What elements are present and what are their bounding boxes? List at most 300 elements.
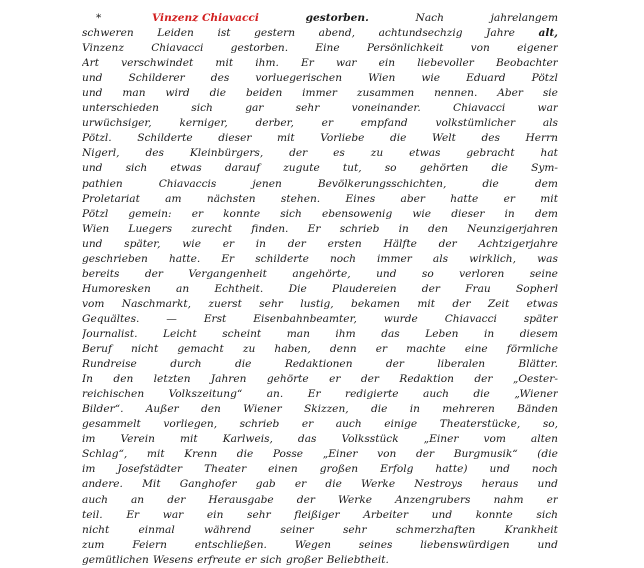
text-line: [82, 538, 558, 553]
word: und: [82, 237, 103, 250]
word: Beruf: [82, 343, 112, 356]
word: immer: [377, 252, 412, 265]
word: etwas: [409, 147, 441, 160]
word: den: [113, 373, 134, 386]
word: beiden: [245, 87, 283, 100]
word: „Einer: [322, 448, 358, 461]
word: einen: [268, 463, 298, 476]
word: Luegers: [128, 222, 173, 235]
word: den: [428, 222, 448, 235]
word: er: [329, 373, 341, 386]
word: verschwindet: [121, 57, 194, 70]
text-line: [82, 432, 558, 447]
word: erfreute: [197, 553, 242, 566]
word: zurecht: [191, 222, 233, 235]
asterisk-marker: *: [96, 12, 102, 24]
word: pathien: [82, 177, 123, 190]
word: von: [470, 42, 490, 55]
word: Theater: [204, 463, 247, 476]
word: schilderte: [255, 252, 309, 265]
word: auch: [335, 418, 362, 431]
word: eine: [464, 343, 488, 356]
word: sehr: [247, 508, 271, 521]
word: Bevölkerungsschichten,: [317, 177, 447, 190]
word: dem: [534, 177, 558, 190]
word: sehr: [295, 102, 320, 115]
word: schrieb: [239, 418, 280, 431]
word: reichischen: [82, 388, 145, 401]
word: mit: [179, 433, 198, 446]
word: er: [503, 192, 515, 205]
word: der: [385, 358, 404, 371]
word: Burgmusik“: [453, 448, 518, 461]
word: gestorben.: [230, 42, 289, 55]
word: sich: [260, 553, 282, 566]
word: teil.: [82, 508, 103, 521]
word: Nestroys: [414, 478, 463, 491]
word: Skizzen,: [303, 403, 349, 416]
word: Schilderte: [137, 132, 193, 145]
word: denn: [329, 343, 357, 356]
word: Krenn: [184, 448, 218, 461]
word: scheint: [222, 327, 262, 340]
word: liebevoller: [417, 57, 474, 70]
word: nahm: [493, 493, 524, 506]
word: sie: [542, 87, 558, 100]
word: Plaudereien: [332, 282, 397, 295]
text-line: [82, 493, 558, 508]
word: Erst: [203, 312, 227, 325]
word: Bilder“.: [82, 403, 124, 416]
word: schrieb: [339, 222, 380, 235]
word: dieser: [218, 132, 252, 145]
word: der: [474, 373, 493, 386]
word: der: [289, 147, 308, 160]
word: gehörten: [419, 162, 469, 175]
word: großen: [319, 463, 359, 476]
word: Er: [307, 222, 321, 235]
word: ihm: [335, 327, 356, 340]
word: Pötzl: [82, 207, 109, 220]
word: Wien: [82, 222, 110, 235]
word: seiner: [280, 523, 314, 536]
word: Volkszeitung“: [168, 388, 243, 401]
word: im: [82, 433, 96, 446]
word: Welt: [431, 132, 456, 145]
word: nennen.: [434, 87, 478, 100]
word: als: [542, 117, 558, 130]
word: mit: [417, 297, 436, 310]
text-line: [82, 177, 558, 192]
word: Eine: [315, 42, 340, 55]
text-line: [82, 357, 558, 372]
word: stehen.: [280, 192, 321, 205]
word: Zeit: [487, 297, 510, 310]
word: er: [222, 237, 235, 250]
text-line: [82, 447, 558, 462]
word: aber: [400, 192, 425, 205]
word: er: [546, 493, 558, 506]
word: an: [130, 493, 145, 506]
word: Karlweis,: [222, 433, 273, 446]
word: Vergangenheit: [188, 267, 267, 280]
word: an.: [266, 388, 284, 401]
word: wird: [165, 87, 190, 100]
word: bekamen: [351, 297, 400, 310]
text-line: [82, 417, 558, 432]
word: Posse: [272, 448, 304, 461]
word: gehörte: [266, 373, 309, 386]
word: und: [82, 87, 103, 100]
text-line: [82, 508, 558, 523]
word: die: [491, 162, 508, 175]
word: Vorliebe: [320, 132, 365, 145]
word: Pötzl: [531, 72, 558, 85]
word: noch: [531, 463, 558, 476]
word: Beobachter: [496, 57, 558, 70]
word: schweren: [82, 27, 134, 40]
word: und: [82, 72, 103, 85]
text-line: [82, 86, 558, 101]
word: derber,: [255, 117, 294, 130]
word: das: [297, 433, 317, 446]
word: Ganghofer: [179, 478, 237, 491]
word: unterschieden: [82, 102, 159, 115]
word: in: [504, 207, 515, 220]
word: und: [82, 162, 103, 175]
word: wie: [182, 237, 201, 250]
word: des: [145, 147, 164, 160]
word: nächsten: [206, 192, 256, 205]
word: mit: [540, 192, 558, 205]
word: sich: [536, 508, 558, 521]
word: von: [377, 448, 397, 461]
word: es: [333, 147, 345, 160]
word: während: [204, 523, 252, 536]
word: Josefstädter: [117, 463, 183, 476]
word: Chiavaccis: [158, 177, 217, 190]
word: vorliegen,: [163, 418, 218, 431]
word: er: [245, 553, 257, 566]
text-line: [82, 387, 558, 402]
word: das: [381, 327, 400, 340]
word: tut,: [342, 162, 362, 175]
word: Hälfte: [383, 237, 417, 250]
word: hatte.: [168, 252, 201, 265]
word: Jahre: [486, 27, 515, 40]
word: Eines: [345, 192, 376, 205]
word: gar: [245, 102, 264, 115]
word: der: [452, 297, 471, 310]
word: Anzengrubers: [395, 493, 471, 506]
text-line: [82, 342, 558, 357]
word: Leiden: [157, 27, 194, 40]
text-line: [82, 553, 558, 568]
word: gestern: [254, 27, 296, 40]
word: schmerzhaften: [395, 523, 476, 536]
word: seines: [358, 538, 393, 551]
word: die: [370, 403, 388, 416]
word: Er: [307, 388, 321, 401]
word: Er: [126, 508, 140, 521]
word: und: [489, 463, 510, 476]
word: war: [336, 57, 357, 70]
word: gestorben.: [305, 12, 369, 24]
word: der: [167, 493, 186, 506]
word: —: [166, 312, 177, 325]
word: Chiavacci: [151, 42, 204, 55]
word: Verein: [120, 433, 155, 446]
word: zum: [82, 538, 105, 551]
word: Neunzigerjahren: [467, 222, 558, 235]
word: dem: [534, 207, 558, 220]
word: Vinzenz: [82, 42, 124, 55]
word: Theaterstücke,: [439, 418, 521, 431]
text-line: [82, 372, 558, 387]
word: ebensowenig: [321, 207, 393, 220]
text-line: [82, 26, 558, 41]
word: war: [162, 508, 184, 521]
word: gebracht: [466, 147, 515, 160]
word: Werke: [337, 493, 373, 506]
word: achtundsechzig: [378, 27, 463, 40]
word: Er: [221, 252, 235, 265]
word: Arbeiter: [363, 508, 409, 521]
word: gab: [255, 478, 276, 491]
word: die: [236, 448, 254, 461]
word: Proletariat: [82, 192, 140, 205]
word: und: [431, 508, 453, 521]
word: machte: [406, 343, 446, 356]
word: Achtzigerjahre: [478, 237, 558, 250]
word: Humoresken: [82, 282, 151, 295]
word: was: [537, 252, 558, 265]
word: Redaktionen: [284, 358, 353, 371]
word: und: [537, 538, 558, 551]
word: Erfolg: [380, 463, 414, 476]
word: Außer: [145, 403, 179, 416]
word: sich: [280, 207, 302, 220]
word: mit: [276, 132, 295, 145]
word: nicht: [130, 343, 159, 356]
word: Aber: [497, 87, 523, 100]
word: des: [210, 72, 230, 85]
text-line: [82, 11, 558, 26]
word: mehreren: [442, 403, 495, 416]
word: durch: [170, 358, 202, 371]
word: geschrieben: [82, 252, 148, 265]
word: jenen: [252, 177, 282, 190]
text-line: [82, 462, 558, 477]
word: er: [294, 478, 307, 491]
word: Blätter.: [518, 358, 558, 371]
word: er: [321, 117, 334, 130]
text-line: [82, 222, 558, 237]
word: konnte: [475, 508, 513, 521]
word: angehörte,: [292, 267, 351, 280]
text-line: [82, 192, 558, 207]
word: der: [287, 237, 306, 250]
word: Chiavacci: [453, 102, 506, 115]
word: Die: [288, 282, 307, 295]
word: Krankheit: [504, 523, 558, 536]
word: zu: [370, 147, 384, 160]
word: hatte: [450, 192, 479, 205]
word: Schlag“,: [82, 448, 128, 461]
text-line: [82, 282, 558, 297]
word: vom: [82, 297, 105, 310]
word: eigener: [517, 42, 558, 55]
word: man: [286, 327, 310, 340]
word: bereits: [82, 267, 120, 280]
word: später: [523, 312, 558, 325]
word: Wien: [368, 72, 396, 85]
word: entschließen.: [194, 538, 267, 551]
text-line: [82, 297, 558, 312]
word: zugute: [283, 162, 320, 175]
word: finden.: [251, 222, 289, 235]
word: Jahren: [210, 373, 247, 386]
text-line: [82, 146, 558, 161]
text-line: [82, 71, 558, 86]
word: Wiener: [243, 403, 282, 416]
word: wirklich,: [469, 252, 516, 265]
word: ist: [217, 27, 231, 40]
word: in: [398, 222, 409, 235]
word: war: [537, 102, 558, 115]
word: auch: [423, 388, 449, 401]
word: vom: [483, 433, 506, 446]
word: so: [384, 162, 397, 175]
word: vorluegerischen: [255, 72, 343, 85]
word: später,: [124, 237, 161, 250]
word: er: [301, 418, 314, 431]
word: Rundreise: [82, 358, 137, 371]
word: Nach: [415, 12, 444, 24]
word: andere.: [82, 478, 123, 491]
word: alt,: [538, 27, 558, 40]
word: der: [296, 493, 315, 506]
word: so: [421, 267, 434, 280]
word: (die: [537, 448, 558, 461]
word: im: [82, 463, 96, 476]
word: Leicht: [163, 327, 197, 340]
text-line: [82, 237, 558, 252]
word: an: [176, 282, 190, 295]
word: Wesens: [152, 553, 194, 566]
word: Chiavacci: [444, 312, 497, 325]
word: in: [483, 327, 495, 340]
word: „Wiener: [514, 388, 558, 401]
word: hat: [540, 147, 558, 160]
word: sich: [125, 162, 148, 175]
word: konnte: [223, 207, 261, 220]
word: man: [122, 87, 146, 100]
word: Persönlichkeit: [366, 42, 444, 55]
word: die: [482, 177, 499, 190]
word: letzten: [153, 373, 191, 386]
word: gemütlichen: [82, 553, 149, 566]
word: Feiern: [132, 538, 167, 551]
word: Herrn: [525, 132, 558, 145]
word: Eduard: [466, 72, 506, 85]
word: dieser: [451, 207, 485, 220]
text-line: [82, 207, 558, 222]
text-line: [82, 56, 558, 71]
word: großer: [285, 553, 323, 566]
word: zusammen: [356, 87, 415, 100]
word: in: [255, 237, 266, 250]
word: Leben: [425, 327, 459, 340]
word: redigierte: [345, 388, 399, 401]
word: die: [389, 132, 407, 145]
word: ein: [206, 508, 224, 521]
word: am: [165, 192, 182, 205]
word: den: [200, 403, 221, 416]
word: sehr: [342, 523, 367, 536]
word: als: [432, 252, 449, 265]
text-line: [82, 116, 558, 131]
word: auch: [82, 493, 108, 506]
word: kerniger,: [179, 117, 228, 130]
word: Beliebtheit.: [326, 553, 389, 566]
word: jahrelangem: [490, 12, 558, 24]
text-line: [82, 41, 558, 56]
word: abend,: [318, 27, 355, 40]
word: Art: [82, 57, 99, 70]
text-line: [82, 252, 558, 267]
word: mit: [146, 448, 165, 461]
word: Sopherl: [516, 282, 558, 295]
word: fleißiger: [294, 508, 340, 521]
word: Wegen: [294, 538, 331, 551]
word: verloren: [459, 267, 505, 280]
word: sehr: [259, 297, 283, 310]
word: Mit: [142, 478, 161, 491]
word: alten: [530, 433, 558, 446]
word: ersten: [327, 237, 362, 250]
word: Journalist.: [82, 327, 138, 340]
word: Volksstück: [341, 433, 399, 446]
word: er: [375, 343, 388, 356]
text-line: [82, 402, 558, 417]
text-line: [82, 131, 558, 146]
word: die: [209, 87, 227, 100]
word: heraus: [481, 478, 519, 491]
word: Redaktion: [399, 373, 454, 386]
word: diesem: [519, 327, 558, 340]
word: einmal: [138, 523, 175, 536]
word: mit: [215, 57, 234, 70]
word: in: [409, 403, 420, 416]
word: er: [191, 207, 204, 220]
word: wurde: [383, 312, 418, 325]
word: nicht: [82, 523, 110, 536]
word: der: [415, 448, 435, 461]
word: haben,: [274, 343, 311, 356]
text-line: [82, 312, 558, 327]
word: hatte): [435, 463, 468, 476]
word: und: [537, 478, 558, 491]
word: noch: [329, 252, 356, 265]
word: ihm.: [255, 57, 279, 70]
word: Eisenbahnbeamter,: [253, 312, 357, 325]
word: Naschmarkt,: [121, 297, 192, 310]
word: volkstümlicher: [435, 117, 516, 130]
word: förmliche: [506, 343, 558, 356]
word: der: [144, 267, 163, 280]
word: voneinander.: [351, 102, 421, 115]
